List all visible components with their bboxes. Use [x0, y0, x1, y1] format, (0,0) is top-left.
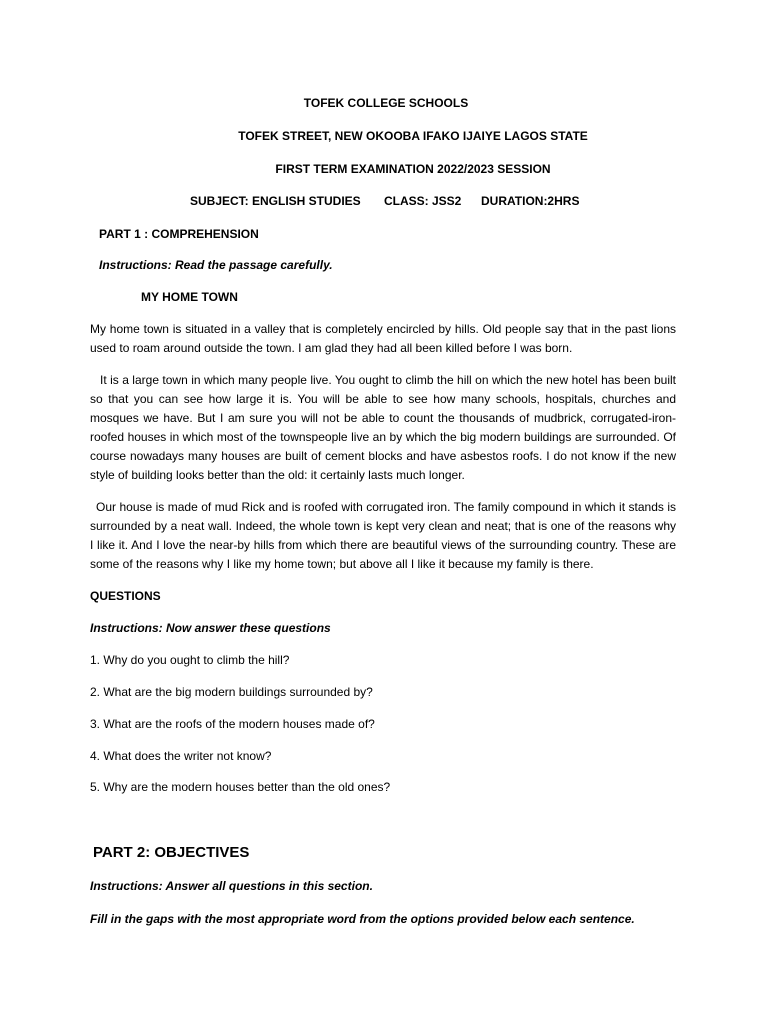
question-2: 2. What are the big modern buildings surrounded by? [90, 685, 373, 699]
question-5: 5. Why are the modern houses better than the old ones? [90, 780, 391, 794]
school-address-text: TOFEK STREET, NEW OKOOBA IFAKO IJAIYE LAGOS STATE [238, 129, 588, 143]
duration-label: DURATION:2HRS [481, 194, 580, 208]
questions-title: QUESTIONS [90, 589, 161, 603]
part1-title: PART 1 : COMPREHENSION [99, 227, 259, 241]
school-name [0, 95, 768, 111]
question-4: 4. What does the writer not know? [90, 749, 272, 763]
exam-title-text: FIRST TERM EXAMINATION 2022/2023 SESSION [275, 162, 551, 176]
part2-instructions: Instructions: Answer all questions in this section. [90, 879, 373, 893]
subject-label: SUBJECT: ENGLISH STUDIES [190, 194, 361, 208]
question-3: 3. What are the roofs of the modern houses made of? [90, 717, 375, 731]
passage-paragraph-1: My home town is situated in a valley that is completely encircled by hills. Old people say that in the past lions used to roam around outside the town. I am glad they had all been killed before I was born. [90, 322, 676, 355]
school-name-text: TOFEK COLLEGE SCHOOLS [303, 96, 469, 110]
part2-title: PART 2: OBJECTIVES [93, 844, 250, 861]
question-1: 1. Why do you ought to climb the hill? [90, 653, 290, 667]
passage-paragraph-2: It is a large town in which many people live. You ought to climb the hill on which the new hotel has been built so that you can see how large it is. You will be able to see how many schools, hospitals, churches and mosques we have. But I am sure you will not be able to count the thousands of mudbrick, corrugated-iron-roofed houses in which most of the townspeople live an by which the big modern buildings are surrounded. Of course nowadays many houses are built of cement blocks and have asbestos roofs. I do not know if the new style of building looks better than the old: it certainly lasts much longer. [90, 373, 676, 482]
class-label: CLASS: JSS2 [384, 194, 462, 208]
part1-instructions: Instructions: Read the passage carefully. [99, 258, 333, 272]
school-address [0, 128, 768, 144]
part2-fill-instructions: Fill in the gaps with the most appropriate word from the options provided below each sentence. [90, 912, 635, 926]
passage-paragraph-3: Our house is made of mud Rick and is roofed with corrugated iron. The family compound in which it stands is surrounded by a neat wall. Indeed, the whole town is kept very clean and neat; that is one of the reasons why I like it. And I love the near-by hills from which there are beautiful views of the surrounding country. These are some of the reasons why I like my home town; but above all I like it because my family is there. [90, 500, 676, 571]
passage-title: MY HOME TOWN [141, 290, 238, 304]
exam-title [0, 161, 768, 177]
questions-instructions: Instructions: Now answer these questions [90, 621, 331, 635]
